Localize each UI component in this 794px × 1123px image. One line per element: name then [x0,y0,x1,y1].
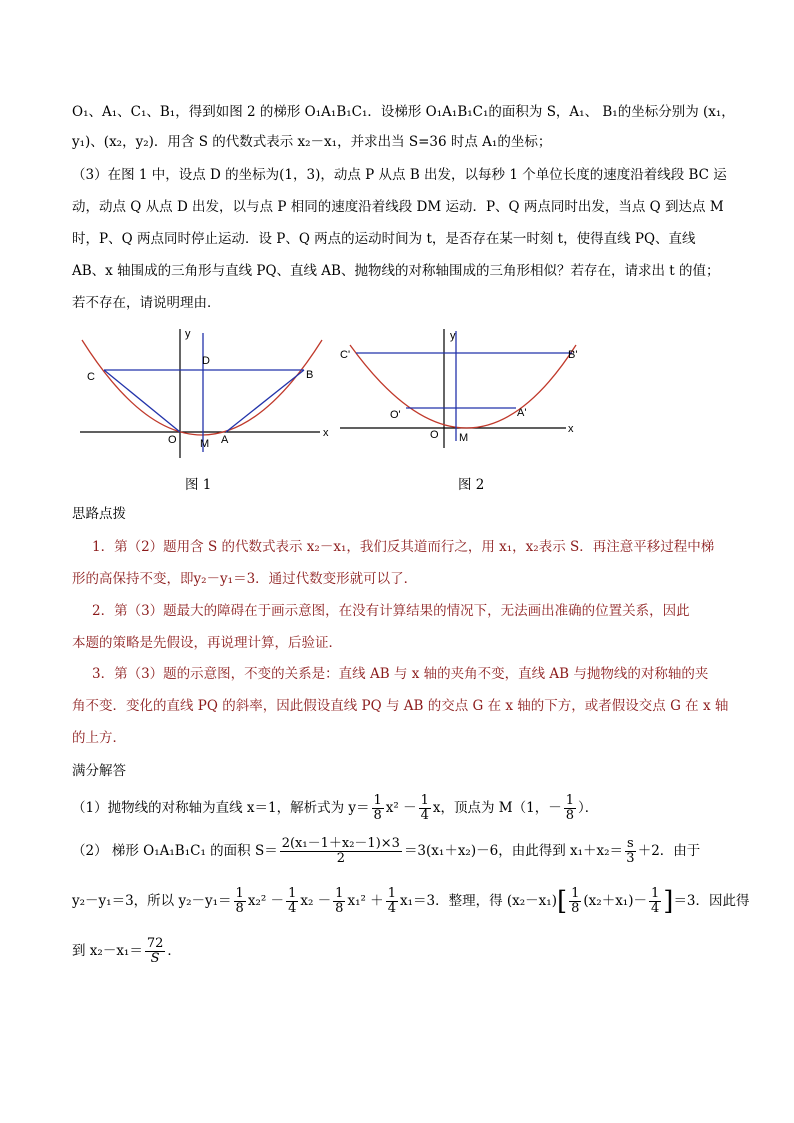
a3-t3: x₁² ＋ [347,893,384,909]
fig2-parabola [350,345,576,428]
answer-line-4 [72,934,722,968]
hint-3-line-3: 的上方． [72,730,126,746]
problem-line-1: O₁、A₁、C₁、B₁，得到如图 2 的梯形 O₁A₁B₁C₁．设梯形 O₁A₁B₁C₁的面积为 S，A₁、 B₁的坐标分别为 (x₁， [72,104,735,120]
figure-1 [76,325,338,460]
a3-br: (x₂＋x₁)－ [583,893,647,909]
a3-frac-f: $\frac{1}{4}$ [651,886,660,916]
fig1-label-D: D [202,355,210,367]
hint-1-line-1: 1．第（2）题用含 S 的代数式表示 x₂－x₁，我们反其道而行之，用 x₁，x₂表示 S．再注意平移过程中梯 [92,539,715,555]
fig1-label-y: y [185,328,191,340]
fig1-label-M: M [200,438,210,450]
a1-end: ）． [578,800,599,816]
answer-line-2 [72,834,722,868]
answer-line-1 [72,793,722,823]
hint-2-line-2: 本题的策略是先假设，再说理计算，后验证． [72,635,342,651]
fig2-label-O1: O' [390,409,401,421]
a4-pre: 到 x₂－x₁＝ [72,943,143,959]
fig2-label-O: O [430,429,439,441]
fig2-label-B1: B' [568,349,578,361]
a3-frac-c: $\frac{1}{8}$ [335,886,344,916]
a3-frac-d: $\frac{1}{4}$ [387,886,396,916]
answer-line-3: y₂－y₁＝3，所以 y₂－y₁＝ $\frac{1}{8}$ x₂² － $\frac{1}{4}$ x₂ － $\frac{1}{8}$ x₁² ＋ $\frac{1}{4}$ x₁＝3．整理，得 (x₂－x₁)[ $\frac{1}{8}$ (x₂＋x₁)－ $\frac{1}{4}$ ]＝3．因此得 [72,886,750,917]
a4-end: ． [167,943,181,959]
a3-t1: x₂² － [247,893,285,909]
a3-frac-a: $\frac{1}{8}$ [235,886,244,916]
a2-mid: ＝3(x₁＋x₂)－6，由此得到 x₁＋x₂＝ [403,843,624,859]
fig1-segment-BA [226,370,304,432]
fig1-label-O: O [168,434,177,446]
fig2-label-x: x [568,423,574,435]
a1-pre: （1）抛物线的对称轴为直线 x＝1，解析式为 y＝ [72,800,370,816]
a3-end: ＝3．因此得 [673,893,750,909]
problem-line-3: （3）在图 1 中，设点 D 的坐标为(1，3)，动点 P 从点 B 出发，以每秒 1 个单位长度的速度沿着线段 BC 运 [72,167,727,183]
problem-line-4: 动，动点 Q 从点 D 出发，以与点 P 相同的速度沿着线段 DM 运动．P、Q 两点同时出发，当点 Q 到达点 M [72,199,724,215]
a2-pre: （2） 梯形 O₁A₁B₁C₁ 的面积 S＝ [72,843,278,859]
a3-t4: x₁＝3．整理，得 (x₂－x₁) [399,893,557,909]
fig1-label-B: B [306,369,314,381]
a1-frac-vertex: $\frac{1}{8}$ [565,793,575,823]
a3-frac-b: $\frac{1}{4}$ [288,886,297,916]
hint-3-line-1: 3．第（3）题的示意图，不变的关系是：直线 AB 与 x 轴的夹角不变，直线 AB 与抛物线的对称轴的夹 [92,666,709,682]
a3-pre: y₂－y₁＝3，所以 y₂－y₁＝ [72,893,232,909]
answer-heading: 满分解答 [72,763,126,779]
problem-line-6: AB、x 轴围成的三角形与直线 PQ、直线 AB、抛物线的对称轴围成的三角形相似？若存在，请求出 t 的值； [72,263,720,279]
fig1-label-C: C [87,371,95,383]
figure-1-caption: 图 1 [185,477,212,493]
fig2-label-y: y [450,330,456,342]
a3-frac-e: $\frac{1}{8}$ [571,886,580,916]
hints-heading: 思路点拨 [72,506,126,522]
problem-line-7: 若不存在，请说明理由． [72,295,221,311]
fig2-label-M: M [459,432,469,444]
problem-line-5: 时，P、Q 两点同时停止运动．设 P、Q 两点的运动时间为 t，是否存在某一时刻 t，使得直线 PQ、直线 [72,231,696,247]
hint-1-line-2: 形的高保持不变，即y₂－y₁＝3．通过代数变形就可以了． [72,571,418,587]
problem-line-2: y₁)、(x₂，y₂)．用含 S 的代数式表示 x₂－x₁，并求出当 S=36 时点 A₁的坐标； [72,134,552,150]
a2-area-frac: $\frac{\text{2(x₁－1＋x₂－1)×3}}{2}$ [281,836,400,866]
a2-end: ＋2．由于 [637,843,701,859]
fig2-label-C1: C' [340,349,351,361]
fig2-label-A1: A' [517,407,527,419]
a2-s-frac: $\frac{s}{3}$ [626,836,635,866]
hint-3-line-2: 角不变．变化的直线 PQ 的斜率，因此假设直线 PQ 与 AB 的交点 G 在 x 轴的下方，或者假设交点 G 在 x 轴 [72,698,729,714]
fig1-label-x: x [323,427,329,439]
fig1-segment-CO [104,370,180,432]
a1-frac-1-8: $\frac{1}{8}$ [373,793,382,823]
figure-2-caption: 图 2 [458,477,485,493]
figure-2 [336,325,586,450]
a1-frac-1-4: $\frac{1}{4}$ [420,793,429,823]
a4-frac: $\frac{72}{S}$ [146,936,164,966]
a3-t2: x₂ － [300,893,332,909]
hint-2-line-1: 2．第（3）题最大的障碍在于画示意图，在没有计算结果的情况下，无法画出准确的位置关系，因此 [92,603,690,619]
a1-mid: x² － [385,800,417,816]
a1-mid2: x，顶点为 M（1，－ [432,800,562,816]
fig1-label-A: A [221,434,229,446]
